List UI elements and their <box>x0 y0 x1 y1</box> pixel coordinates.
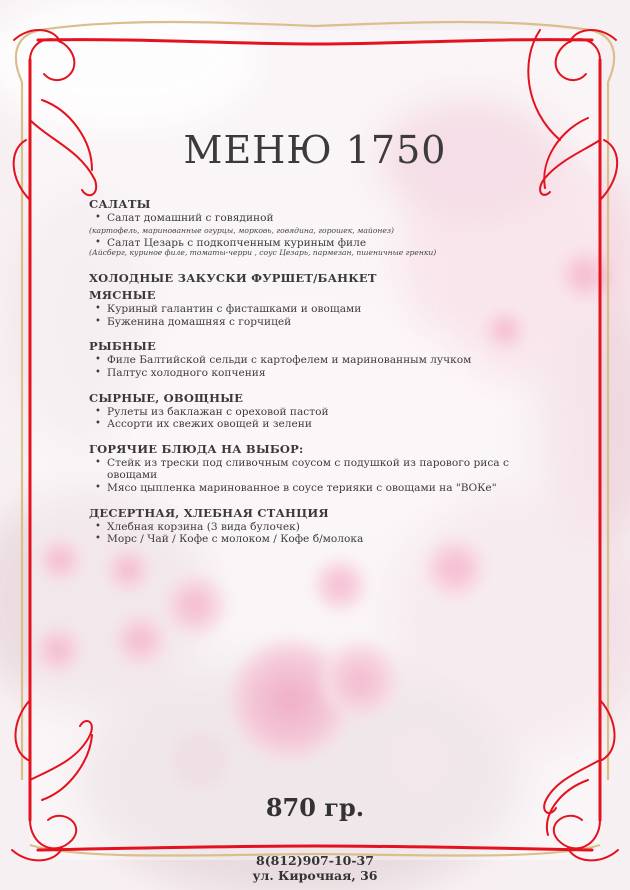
salad-note: (Айсберг, куриное филе, томаты-черри , соус Цезарь, пармезан, пшеничные гренки) <box>89 248 437 258</box>
list-item: • Мясо цыпленка маринованное в соусе терияки с овощами на "ВОКе" <box>89 482 509 495</box>
menu-title: МЕНЮ 1750 <box>183 128 447 172</box>
address: ул. Кирочная, 36 <box>252 868 378 883</box>
dessert-list <box>89 521 529 546</box>
veg-list <box>89 406 529 431</box>
hot-heading: ГОРЯЧИЕ БЛЮДА НА ВЫБОР: <box>89 441 304 456</box>
list-item: • Салат Цезарь с подкопченным куриным филе <box>89 237 529 250</box>
list-item: • Стейк из трески под сливочным соусом с подушкой из парового риса с овощами <box>89 457 509 482</box>
veg-heading: СЫРНЫЕ, ОВОЩНЫЕ <box>89 390 244 405</box>
list-item: • Филе Балтийской сельди с картофелем и маринованным лучком <box>89 354 529 367</box>
meat-list <box>89 303 529 328</box>
list-item: • Салат домашний с говядиной <box>89 212 529 225</box>
dessert-heading: ДЕСЕРТНАЯ, ХЛЕБНАЯ СТАНЦИЯ <box>89 505 329 520</box>
contacts <box>0 853 630 883</box>
list-item: • Буженина домашняя с горчицей <box>89 316 529 329</box>
section-veg <box>89 391 529 431</box>
fish-list <box>89 354 529 379</box>
section-dessert <box>89 506 529 546</box>
salad-note: (картофель, маринованные огурцы, морковь, говядина, горошек, майонез) <box>89 225 394 235</box>
list-item: • Куриный галантин с фисташками и овощами <box>89 303 529 316</box>
hot-list <box>89 457 509 495</box>
list-item: • Палтус холодного копчения <box>89 367 529 380</box>
salads-list <box>89 212 529 225</box>
list-item: • Рулеты из баклажан с ореховой пастой <box>89 406 529 419</box>
cold-heading: ХОЛОДНЫЕ ЗАКУСКИ ФУРШЕТ/БАНКЕТ <box>89 271 377 286</box>
section-hot <box>89 442 529 495</box>
phone-number: 8(812)907-10-37 <box>256 853 374 868</box>
list-item: • Хлебная корзина (3 вида булочек) <box>89 521 529 534</box>
section-salads <box>89 197 529 258</box>
fish-heading: РЫБНЫЕ <box>89 339 156 354</box>
list-item: • Морс / Чай / Кофе с молоком / Кофе б/молока <box>89 533 529 546</box>
salads-list-2 <box>89 237 529 250</box>
salads-heading: САЛАТЫ <box>89 197 151 211</box>
list-item: • Ассорти их свежих овощей и зелени <box>89 418 529 431</box>
section-fish <box>89 339 529 379</box>
menu-price: 870 гр. <box>265 793 365 822</box>
section-cold <box>89 271 529 328</box>
menu-content <box>89 197 529 546</box>
meat-heading: МЯСНЫЕ <box>89 288 156 303</box>
